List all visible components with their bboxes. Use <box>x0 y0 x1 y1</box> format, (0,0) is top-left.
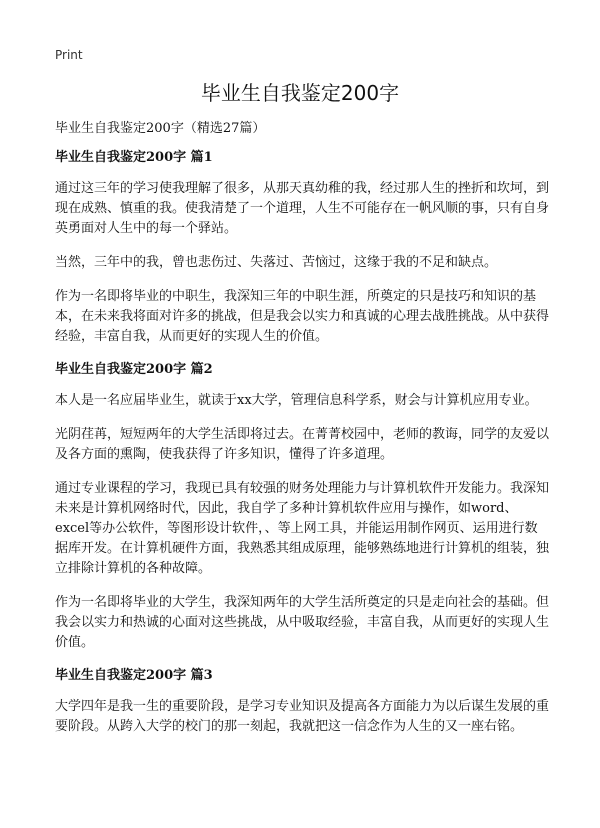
print-link[interactable]: Print <box>55 48 83 62</box>
paragraph: 通过专业课程的学习，我现已具有较强的财务处理能力与计算机软件开发能力。我深知未来是计算机网络时代，因此，我自学了多种计算机软件应用与操作，如word、excel等办公软件，等图形设计软件，、等上网工具，并能运用制作网页、运用进行数据库开发。在计算机硬件方面，我熟悉其组成原理，能够熟练地进行计算机的组装，独立排除计算机的各种故障。 <box>55 481 550 576</box>
section-3 <box>55 667 550 737</box>
section-2 <box>55 361 550 653</box>
section-heading: 毕业生自我鉴定200字 篇3 <box>55 668 213 683</box>
section-heading: 毕业生自我鉴定200字 篇1 <box>55 150 213 165</box>
document-subtitle: 毕业生自我鉴定200字（精选27篇） <box>55 121 266 136</box>
paragraph: 本人是一名应届毕业生，就读于xx大学，管理信息科学系，财会与计算机应用专业。 <box>55 393 538 408</box>
section-1 <box>55 149 550 347</box>
paragraph: 通过这三年的学习使我理解了很多，从那天真幼稚的我，经过那人生的挫折和坎坷，到现在成熟、慎重的我。使我清楚了一个道理，人生不可能存在一帆风顺的事，只有自身英勇面对人生中的每一个驿站。 <box>55 181 550 236</box>
document-content <box>55 149 550 751</box>
section-heading: 毕业生自我鉴定200字 篇2 <box>55 362 213 377</box>
paragraph: 作为一名即将毕业的大学生，我深知两年的大学生活所奠定的只是走向社会的基础。但我会以实力和热诚的心面对这些挑战，从中吸取经验，丰富自我，从而更好的实现人生价值。 <box>55 595 550 650</box>
paragraph: 大学四年是我一生的重要阶段，是学习专业知识及提高各方面能力为以后谋生发展的重要阶段。从跨入大学的校门的那一刻起，我就把这一信念作为人生的又一座右铭。 <box>55 699 550 734</box>
paragraph: 光阴荏苒，短短两年的大学生活即将过去。在菁菁校园中，老师的教诲，同学的友爱以及各方面的熏陶，使我获得了许多知识，懂得了许多道理。 <box>55 427 550 462</box>
paragraph: 作为一名即将毕业的中职生，我深知三年的中职生涯，所奠定的只是技巧和知识的基本，在未来我将面对许多的挑战，但是我会以实力和真诚的心理去战胜挑战。从中获得经验，丰富自我，从而更好的实现人生的价值。 <box>55 289 550 344</box>
paragraph: 当然，三年中的我，曾也悲伤过、失落过、苦恼过，这缘于我的不足和缺点。 <box>55 255 498 270</box>
page-title: 毕业生自我鉴定200字 <box>200 81 400 105</box>
